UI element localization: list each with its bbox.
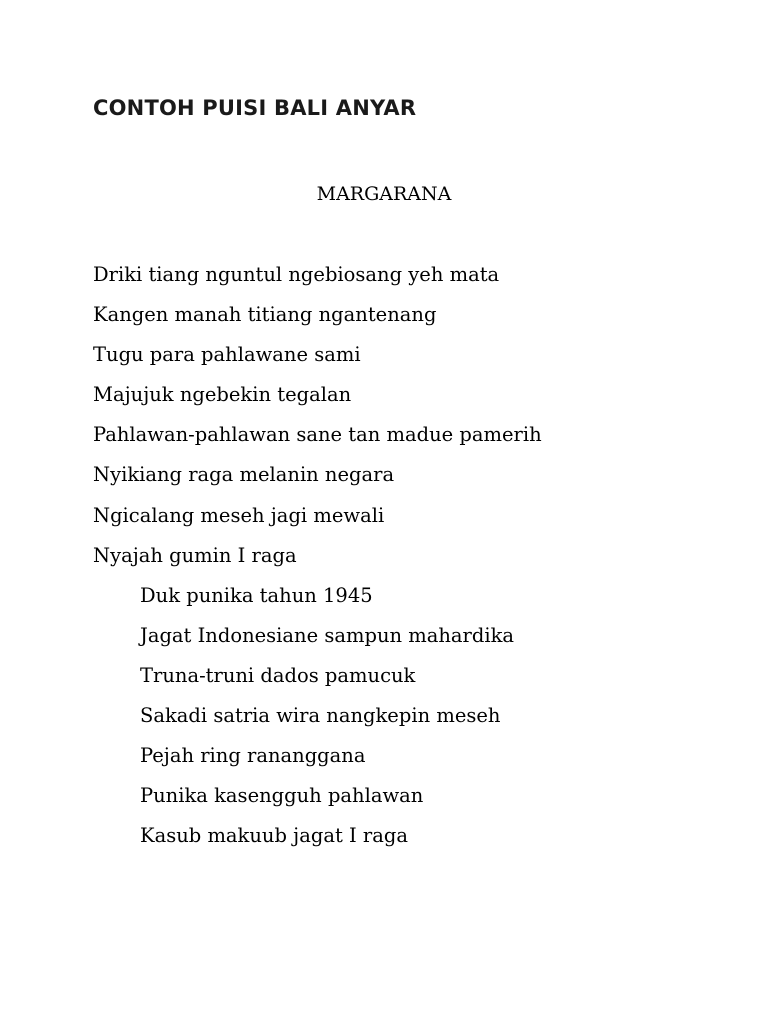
poem-line-indented: Kasub makuub jagat I raga (140, 824, 408, 848)
poem-body (93, 262, 542, 863)
poem-line: Nyajah gumin I raga (93, 543, 297, 567)
poem-line: Majujuk ngebekin tegalan (93, 383, 352, 407)
poem-line: Pahlawan-pahlawan sane tan madue pamerih (93, 423, 542, 447)
poem-title: MARGARANA (316, 183, 452, 205)
poem-line: Ngicalang meseh jagi mewali (93, 503, 385, 527)
poem-line: Tugu para pahlawane sami (93, 343, 361, 367)
poem-line-indented: Duk punika tahun 1945 (140, 583, 373, 607)
poem-line: Nyikiang raga melanin negara (93, 463, 395, 487)
poem-line: Driki tiang nguntul ngebiosang yeh mata (93, 263, 500, 286)
poem-line: Kangen manah titiang ngantenang (93, 303, 437, 327)
document-heading: CONTOH PUISI BALI ANYAR (93, 96, 417, 120)
poem-line-indented: Truna-truni dados pamucuk (140, 663, 416, 687)
poem-line-indented: Punika kasengguh pahlawan (140, 784, 424, 808)
poem-line-indented: Sakadi satria wira nangkepin meseh (140, 704, 501, 728)
poem-line-indented: Jagat Indonesiane sampun mahardika (140, 623, 515, 647)
poem-line-indented: Pejah ring rananggana (140, 744, 366, 768)
